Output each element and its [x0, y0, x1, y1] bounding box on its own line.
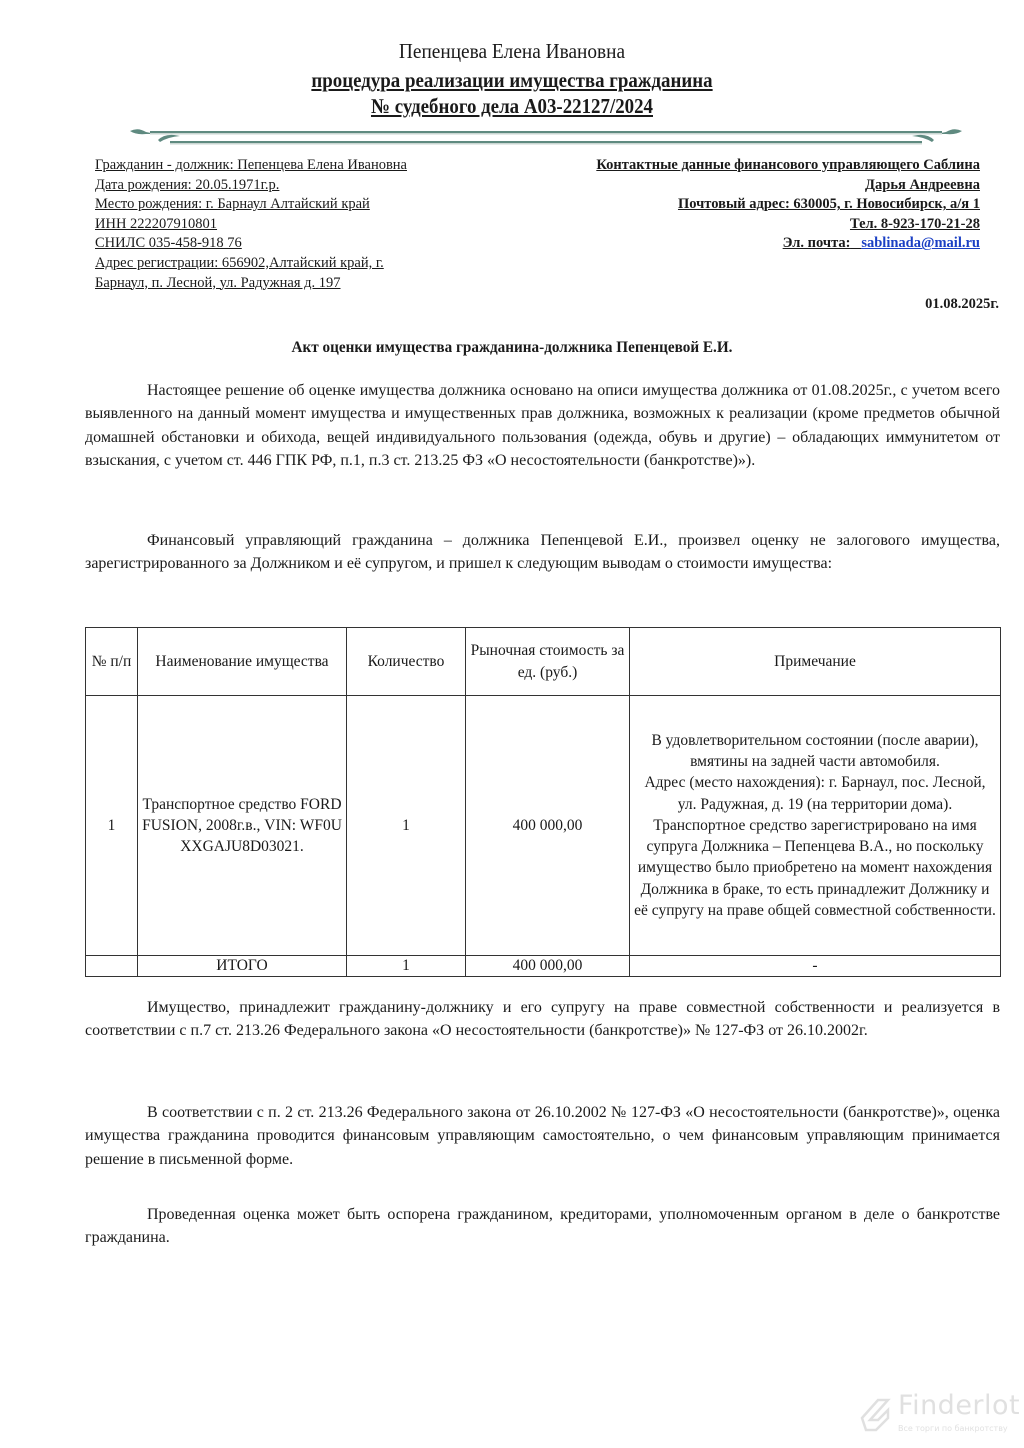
paragraph-legal-basis: В соответствии с п. 2 ст. 213.26 Федерального закона от 26.10.2002 № 127-ФЗ «О несостоятельности (банкротстве)», оценка имущества гражданина проводится финансовым управляющим самостоятельно, о чем финансовым управляющим принимается решение в письменной форме. — [85, 1104, 1000, 1168]
paragraph-appeal: Проведенная оценка может быть оспорена гражданином, кредиторами, уполномоченным органом в деле о банкротстве гражданина. — [85, 1206, 1000, 1247]
act-title: Акт оценки имущества гражданина-должника Пепенцевой Е.И. — [291, 339, 733, 356]
paragraph-joint-ownership: Имущество, принадлежит гражданину-должнику и его супругу на праве совместной собственности и реализуется в соответствии с п.7 ст. 213.26 Федерального закона «О несостоятельности (банкротстве)» № 127-ФЗ от 26.10.2002г. — [85, 999, 1000, 1040]
ornament-divider — [128, 124, 964, 146]
watermark — [858, 1390, 1021, 1440]
table-total-row — [86, 956, 1001, 977]
note-ownership: Транспортное средство зарегистрировано на имя супруга Должника – Пепенцева В.А., но поскольку имущество было приобретено на момент нахождения Должника в браке, то есть принадлежит Должнику и её супругу на праве общей совместной собственности. — [634, 816, 996, 920]
watermark-brand: Finderlot — [898, 1390, 1021, 1421]
paragraph-basis: Настоящее решение об оценке имущества должника основано на описи имущества должника от 01.08.2025г., с учетом всего выявленного на данный момент имущества и имущественных прав должника, возможных к реализации (кроме предметов обычной домашней обстановки и обихода, вещей индивидуального пользования (одежда, обувь и другие) – обладающих иммунитетом от взыскания, с учетом ст. 446 ГПК РФ, п.1, п.3 ст. 213.25 ФЗ «О несостоятельности (банкротстве)»). — [85, 382, 1000, 469]
header-name: Наименование имущества — [138, 628, 347, 696]
total-num — [86, 956, 138, 977]
document-date: 01.08.2025г. — [925, 296, 999, 312]
table-header-row — [86, 628, 1001, 696]
watermark-tagline: Все торги по банкротству — [898, 1424, 1008, 1433]
header-debtor-name: Пепенцева Елена Ивановна — [398, 39, 626, 63]
assets-table — [85, 627, 1001, 977]
header-case-number: № судебного дела А03-22127/2024 — [370, 94, 654, 118]
header-procedure: процедура реализации имущества гражданина — [311, 68, 713, 92]
debtor-line-birthdate: Дата рождения: 20.05.1971г.р. — [95, 176, 280, 193]
cell-note — [630, 696, 1001, 956]
debtor-line-address-2: Барнаул, п. Лесной, ул. Радужная д. 197 — [95, 274, 341, 291]
finderlot-logo-icon — [858, 1394, 894, 1434]
debtor-line-birthplace: Место рождения: г. Барнаул Алтайский край — [95, 196, 370, 213]
note-location: Адрес (место нахождения): г. Барнаул, пос. Лесной, ул. Радужная, д. 19 (на территории дома). — [644, 774, 986, 813]
financial-manager-contacts — [500, 156, 980, 254]
cell-qty: 1 — [347, 696, 466, 956]
fm-email-label: Эл. почта: — [782, 235, 851, 252]
table-row — [86, 696, 1001, 956]
header-price: Рыночная стоимость за ед. (руб.) — [466, 628, 630, 696]
fm-name: Дарья Андреевна — [865, 176, 980, 193]
cell-price: 400 000,00 — [466, 696, 630, 956]
debtor-line-snils: СНИЛС 035-458-918 76 — [95, 235, 242, 252]
debtor-line-name: Гражданин - должник: Пепенцева Елена Ивановна — [95, 157, 407, 173]
fm-postal-address: Почтовый адрес: 630005, г. Новосибирск, а/я 1 — [677, 196, 980, 213]
total-price: 400 000,00 — [466, 956, 630, 977]
fm-phone: Тел. 8-923-170-21-28 — [849, 215, 980, 232]
paragraph-conclusion-intro: Финансовый управляющий гражданина – должника Пепенцевой Е.И., произвел оценку не залогового имущества, зарегистрированного за Должником и её супругом, и пришел к следующим выводам о стоимости имущества: — [85, 532, 1000, 573]
cell-num: 1 — [86, 696, 138, 956]
debtor-line-inn: ИНН 222207910801 — [95, 215, 218, 232]
debtor-info-block — [95, 156, 485, 293]
fm-title: Контактные данные финансового управляющего Саблина — [596, 157, 980, 173]
note-condition: В удовлетворительном состоянии (после аварии), вмятины на задней части автомобиля. — [651, 731, 979, 770]
header-num: № п/п — [86, 628, 138, 696]
cell-name: Транспортное средство FORD FUSION, 2008г.в., VIN: WF0UXXGAJU8D03021. — [138, 696, 347, 956]
header-note: Примечание — [630, 628, 1001, 696]
fm-email-line — [500, 234, 980, 254]
total-qty: 1 — [347, 956, 466, 977]
header-qty: Количество — [347, 628, 466, 696]
fm-email-link[interactable]: sablinada@mail.ru — [861, 235, 980, 252]
total-label: ИТОГО — [138, 956, 347, 977]
debtor-line-address-1: Адрес регистрации: 656902,Алтайский край, г. — [95, 254, 384, 271]
total-note: - — [630, 956, 1001, 977]
